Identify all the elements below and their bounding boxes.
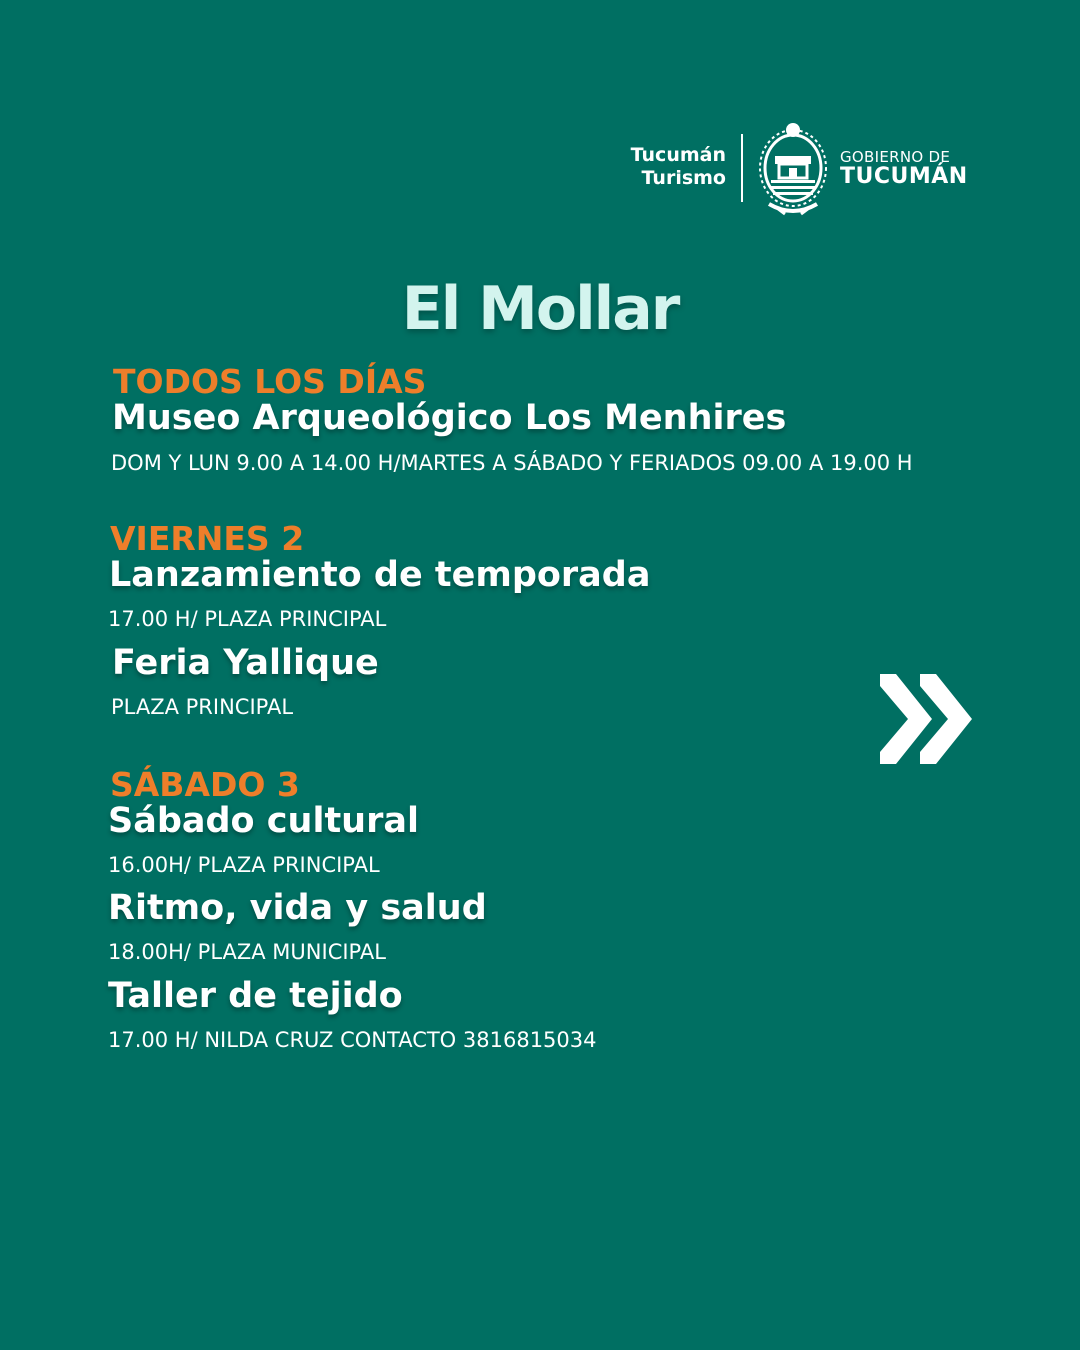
event-info-feria: PLAZA PRINCIPAL [111,695,294,719]
logo-divider [741,134,743,202]
gov-line-2: TUCUMÁN [840,164,968,189]
event-info-museo: DOM Y LUN 9.00 A 14.00 H/MARTES A SÁBADO Y FERIADOS 09.00 A 19.00 H [111,451,913,475]
event-info-sabado-cultural: 16.00H/ PLAZA PRINCIPAL [108,853,380,877]
event-name-lanzamiento: Lanzamiento de temporada [109,555,651,595]
brand-line-1: Tucumán [630,144,726,166]
tucuman-turismo-logo [560,144,726,190]
coat-of-arms-icon [755,120,831,218]
day-heading-viernes: VIERNES 2 [110,519,305,558]
event-name-sabado-cultural: Sábado cultural [108,801,419,841]
header [0,0,1080,240]
event-name-feria: Feria Yallique [112,643,379,683]
day-heading-todos-los-dias: TODOS LOS DÍAS [113,362,427,401]
page-title: El Mollar [401,274,679,344]
double-chevron-right-icon[interactable] [878,672,974,766]
day-heading-sabado: SÁBADO 3 [110,765,300,804]
event-name-museo: Museo Arqueológico Los Menhires [112,398,787,438]
event-info-ritmo: 18.00H/ PLAZA MUNICIPAL [108,940,386,964]
event-info-taller: 17.00 H/ NILDA CRUZ CONTACTO 3816815034 [108,1028,597,1052]
event-info-lanzamiento: 17.00 H/ PLAZA PRINCIPAL [108,607,387,631]
gov-line-1: GOBIERNO DE [840,148,951,166]
event-name-taller: Taller de tejido [108,976,403,1016]
event-name-ritmo: Ritmo, vida y salud [108,888,487,928]
brand-line-2: Turismo [641,167,726,189]
